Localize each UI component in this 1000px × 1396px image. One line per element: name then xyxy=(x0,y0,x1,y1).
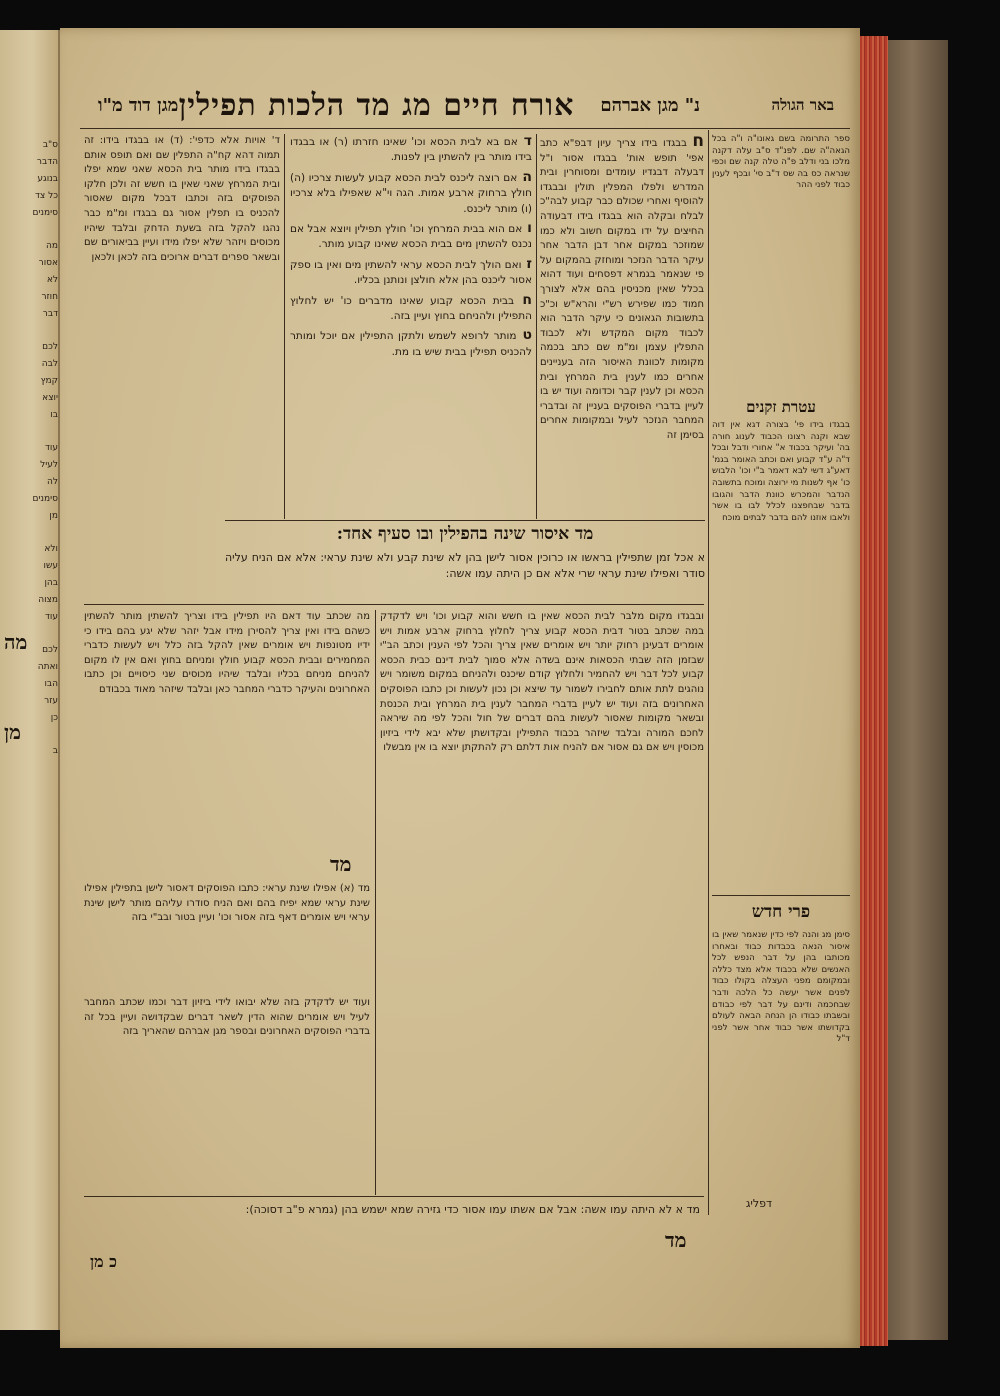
page-title: אורח חיים מג מד הלכות תפילין xyxy=(178,87,575,123)
commentary-lower-right xyxy=(380,610,704,1190)
commentary-upper-right-text: בבגדו בידו צריך עיון דבפ"א כתב אפי' תופש אות' בבגדו אסור ו"ל דבעלה דבגדיו עומדים ומסוחרין ובית המדרש ולפלו המפלין תולין ובבגדו להוסיף ואחרי שכולם כבר קבוע לבה"כ לבלח ובקלה הוא בבגדו בידו דבעודה החיצים על ידו במקום חשוב ולא כמו שמוזכר במקום אחר דבן הדבר אחר עיקר הדבר הנזכר ומוחזק בהמקום על פי שנאמר בגמרא דפסחים ועוד דהוא בכלל שאין מכניסין בהם אלא לצורך חמוד כמו שפירש רש"י והרא"ש וכ"כ בתשובות הגאונים כי עיקר הדבר הוא לכבוד מקום המקדש ולא לכבוד התפלין עצמן ומ"מ שם כתב בכמה מקומות לכוונת האיסור הזה בעניינים אחרים כמו לענין בית המרחץ ובית הכסא וכן לענין קבר וכדומה ועוד יש בו לעיין בדברי הפוסקים בעניין זה ובדברי המחבר הנזכר לעיל ובמקומות אחרים בסימן זה xyxy=(540,138,704,441)
previous-page-line: ואתה xyxy=(37,662,58,672)
previous-page-line: לעיל xyxy=(40,460,58,470)
page-signature: כ מן xyxy=(90,1252,117,1271)
footer-rule xyxy=(84,1196,704,1197)
section-opening-law: א אכל זמן שתפילין בראשו או כרוכין אסור לישן בהן לא שינת קבע ולא שינת עראי: אלא אם הניח עליה סודר ואפילו שינת עראי שרי אלא אם כן היתה עמו אשה: xyxy=(225,551,705,580)
commentary-lower-left: מה שכתב עוד דאם היו תפילין בידו וצריך להשתין מותר להשתין כשהם בידו ואין צריך להסירן מידו אבל יזהר שלא יגע בהם בידו כי ידיו מטונפות ויש אומרים שאין להקל בזה כלל ויש לעשות כדברי המחמירים ובבית הכסא קבוע חולץ ומניחם בחוץ ואם אין לו מקום להניחם מניחם בכליו ובלבד שיהיו מכוסים שני כיסויים וכן כתבו האחרונים והעיקר כדברי המחבר כאן ובלבד שיזהר מאוד בכבודם xyxy=(84,611,370,695)
commentary-lower-right-end: מכוסין ויש אם גם אסור אם להניח אות דלתם רק להתקתן יוצא בו אין מבשלו xyxy=(383,742,704,754)
margin-divider xyxy=(708,130,709,1215)
previous-page-line: לה xyxy=(47,477,58,487)
previous-page-line: עוד xyxy=(45,443,58,453)
lower-left-siman-marker: מד xyxy=(330,852,352,876)
section-heading: מד איסור שינה בהפילין ובו סעיף אחד: xyxy=(336,524,594,544)
margin-subheading-ateret-zekenim: עטרת זקנים xyxy=(746,398,816,416)
law-paragraph xyxy=(290,221,532,253)
previous-page-line: סימנים xyxy=(32,208,58,218)
commentary-lower-left-continuation: ועוד יש לדקדק בזה שלא יבואו לידי ביזיון דבר וכמו שכתב המחבר לעיל ויש אומרים שהוא הדין לשאר דברים שבקדושה ועיין בכל זה בדברי הפוסקים האחרונים ובספר מגן אברהם שהאריך בזה xyxy=(84,997,370,1038)
section-rule-top xyxy=(225,520,705,521)
previous-page-line: עשו xyxy=(43,561,58,571)
law-paragraph-marker: ז xyxy=(521,255,532,272)
previous-page-line: סימנים xyxy=(32,494,58,504)
previous-page-line: בהן xyxy=(44,578,58,588)
column-divider-left xyxy=(284,134,285,519)
previous-page-line: ס"ב xyxy=(42,140,58,150)
lower-column-divider xyxy=(375,610,376,1195)
law-paragraph-text: אם בא לבית הכסא וכו' שאינו חזרתו (ר) או בבגדו בידו מותר בין להשתין בין לפנות. xyxy=(290,136,532,164)
shulchan-aruch-text xyxy=(290,134,532,519)
previous-page-line: מן xyxy=(49,511,58,521)
commentary-upper-right xyxy=(540,134,704,519)
law-paragraph xyxy=(290,170,532,217)
previous-page-line: לבה xyxy=(41,359,58,369)
column-divider-right xyxy=(536,134,537,519)
previous-page-line: אסור xyxy=(38,258,58,268)
previous-page-line: הבו xyxy=(44,679,58,689)
previous-page-line: עזר xyxy=(44,696,58,706)
previous-page-siman-mark: מה xyxy=(4,630,28,654)
law-paragraph xyxy=(290,328,532,360)
book-cover-edge xyxy=(888,40,948,1340)
previous-page-line: חוזר xyxy=(41,292,58,302)
law-paragraph-text: אם רוצה ליכנס לבית הכסא קבוע לעשות צרכיו (ה) חולץ ברחוק ארבע אמות. הגה וי"א שאפילו בלא צרכיו (ו) מותר ליכנס. xyxy=(290,171,532,215)
header-commentary-left: מגן דוד מ"ו xyxy=(98,94,179,116)
margin-notes-bottom: סימן מג והנה לפי כדין שנאמר שאין בו איסור הנאה בכבדות כבוד ובאחרו מכותבו בהן על דבר הנפש לכל האנשים שלא בכבוד אלא מצד כללה ובמקומם מפני העצלה בקולו כבוד לפנים אשר יעשה כל הלכה ודבר שבחכמה ודינם על דבר לפי כבודם ובשבתו כבודו הן הנחה הבאה לעולם בקדושתו אשר כבוד אחר אשר לפני ד"ל xyxy=(712,930,850,1045)
previous-page-edge xyxy=(0,30,60,1330)
footer-note: מד א לא היתה עמו אשה: אבל אם אשתו עמו אסור כדי גזירה שמא ישמש בהן (גמרא פ"ב דסוכה): xyxy=(245,1203,700,1216)
margin-column-title: באר הגולה xyxy=(771,95,834,114)
previous-page-line: לא xyxy=(46,275,58,285)
previous-page-line: מצוה xyxy=(38,595,58,605)
law-paragraph-marker: ח xyxy=(514,291,532,308)
margin-catchword: דפליג xyxy=(745,1198,772,1210)
law-paragraph-marker: ו xyxy=(522,220,532,237)
law-paragraph xyxy=(290,134,532,166)
previous-page-line: כן xyxy=(50,713,58,723)
law-paragraph-text: אם הוא בבית המרחץ וכו' חולץ תפילין ויוצא אבל אם נכנס להשתין מים בבית הכסא שאינו קבוע מותר. xyxy=(290,223,532,251)
margin-rule xyxy=(712,895,850,896)
page-header xyxy=(80,80,850,130)
margin-notes-middle: בבגדו בידו פי' בצורה דגא אין דוה שבא וקנה רצונו הכבוד לענוג חורה בה' ועיקר בכבוד א" אחורי ודבל ובכל ד"ה ע"ד קבוע ואם וכתב האומר בגמ' דאע"ג דשי לבא דאמר ב"י וכו' הלבוש כו' אף לשנות מי ירוצה ומוכח בתשובה הנדבר והמכרש כוונת הדבר והגובו בדבר שבחפצנו לכלל לבו בו אשר ולאבו אוזנו להם בדבר לבתים מוכח xyxy=(712,420,850,523)
margin-subheading-pri-chadash: פרי חדש xyxy=(751,902,811,922)
previous-page-line: לכם xyxy=(42,342,58,352)
previous-page-line: כל צד xyxy=(35,191,58,201)
law-paragraph-text: ואם הולך לבית הכסא עראי להשתין מים ואין בו ספק אסור ליכנס בהן אלא חולצן ונותנן בכליו. xyxy=(290,258,532,287)
commentary-lower-right-text: ובבגדו מקום מלבר לבית הכסא שאין בו חשש והוא קבוע וכו' ויש לדקדק במה שכתב בטור דבית הכסא קבוע צריך לחלוץ ברחוק ארבע אמות ויש אומרים דבעינן רחוק יותר ויש אומרים שאין צריך והכל לפי הענין וכתב הב"י שבזמן הזה שבתי הכסאות אינם בשדה אלא סמוך לבית דינם כבית הכסא קבוע לכל דבר ויש להחמיר ולחלוץ קודם שיכנס ולהניחם במקום משומר ויש נוהגים לתת אותם לחבירו לשמור עד שיצא וכן נכון לעשות וכן כתבו הפוסקים האחרונים בזה ועוד יש לעיין בדברי המחבר לענין בית המרחץ ובית הכנסת ובשאר מקומות שאסור לעשות בהם דברים של חול והכל לפי מה שיראה לחכם המורה ובלבד שיזהר בכבוד התפילין ובקדושתן שלא יבא לידי ביזיון xyxy=(380,611,704,739)
previous-page-line: ב xyxy=(52,746,58,756)
previous-page-line: מה xyxy=(46,241,58,251)
law-paragraph-marker: ד xyxy=(517,134,532,149)
previous-page-siman-mark-2: מן xyxy=(4,720,21,744)
commentary-upper-left: ד' אויות אלא כדפי': (ד) או בבגדו בידו: זה תמוה דהא קח"ה התפלין שם ואם תופס אותם בבגדו בידו מותר בית הכסא שאני שמא יפלו ובית המרחץ שאני שאין בו חשש זה ולכן חלקו הפוסקים בזה וכתבו דבכל מקום שאסור להכניס בו תפלין אסור גם בבגדו ומ"מ כבר נהגו להקל בזה בשעת הדחק ובלבד שיהיו מכוסים ויזהר שלא יפלו מידו ועיין בביאורים שם ובשאר ספרים דברים ארוכים בזה לכאן ולכאן xyxy=(84,135,280,263)
law-paragraph-text: בבית הכסא קבוע שאינו מדברים כו' יש לחלוץ התפילין ולהניחם בחוץ ועיין בזה. xyxy=(290,294,532,323)
previous-page-line: קמץ xyxy=(40,376,58,386)
header-commentary-right: נ" מגן אברהם xyxy=(600,94,700,116)
page-block-red-edges xyxy=(860,36,888,1346)
law-paragraph xyxy=(290,293,532,325)
law-paragraph-marker: ט xyxy=(516,327,532,344)
margin-notes-top: ספר התרומה בשם גאונו"ה ו"ה בכל הגאה"ה שם. לפנ"ד ס"ב עלה דקנה מלכו בני ודלב פ"ה טלה קנה שם וכפי שנראה כס בה שס ד"ב סי' ובכף לענין כבוד לפני ההר xyxy=(712,134,850,191)
previous-page-line: בנוגע xyxy=(37,174,58,184)
commentary-lower-left-siman-44: מד (א) אפילו שינת עראי: כתבו הפוסקים דאסור לישן בתפילין אפילו שינת עראי שמא יפיח בהם ואם הניח סודרו עליהם מותר לישן שינת עראי ויש אומרים דאף בזה אסור וכו' ועיין בטור ובב"י בזה xyxy=(84,883,370,924)
commentary-lead-letter: ח xyxy=(692,134,704,151)
header-rule xyxy=(80,128,850,129)
footer-siman-marker: מד xyxy=(665,1228,687,1252)
previous-page-line: לכם xyxy=(42,645,58,655)
previous-page-line: ולא xyxy=(44,544,58,554)
previous-page-line: יוצא xyxy=(42,393,58,403)
previous-page-line: הדבר xyxy=(36,157,58,167)
previous-page-line: בו xyxy=(50,410,58,420)
section-rule-bottom xyxy=(84,604,704,605)
law-paragraph-marker: ה xyxy=(517,168,532,185)
previous-page-line: עוד xyxy=(45,612,58,622)
previous-page-line: דבר xyxy=(42,309,58,319)
law-paragraph-text: מותר לרופא לשמש ולתקן התפילין אם יוכל ומותר להכניס תפילין בבית שיש בו מת. xyxy=(290,330,532,358)
law-paragraph xyxy=(290,257,532,289)
